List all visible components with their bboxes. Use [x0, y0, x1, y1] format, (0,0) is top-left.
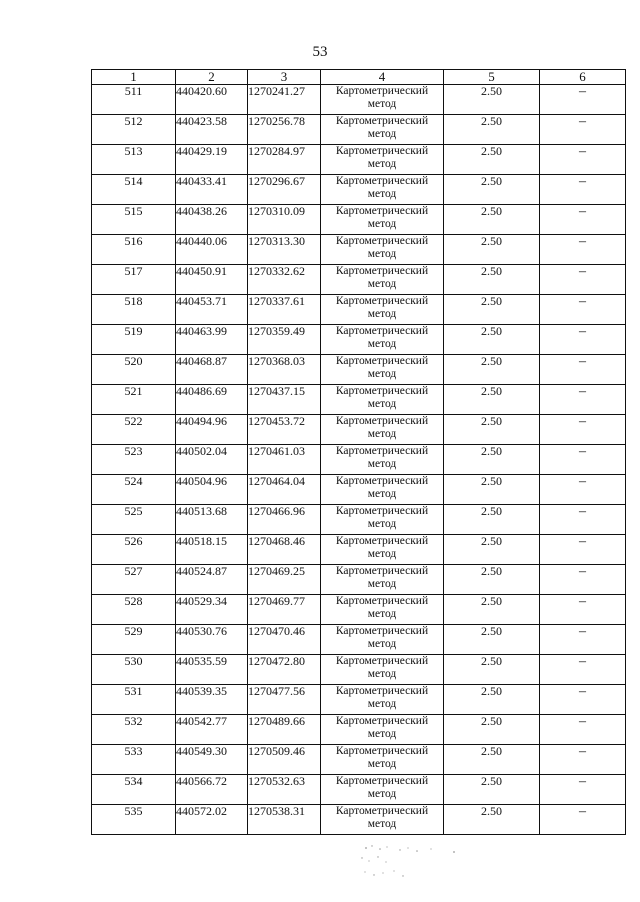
accuracy-cell: 2.50	[444, 355, 540, 385]
y-coordinate-cell: 1270453.72	[248, 415, 321, 445]
x-coordinate-cell: 440453.71	[176, 295, 248, 325]
method-cell	[321, 385, 444, 415]
y-coordinate-cell: 1270509.46	[248, 745, 321, 775]
method-line-1: Картометрический	[335, 145, 429, 157]
table-body	[92, 85, 626, 835]
method-cell	[321, 145, 444, 175]
table-row	[92, 715, 626, 745]
table-row	[92, 85, 626, 115]
table-row	[92, 235, 626, 265]
method-cell	[321, 595, 444, 625]
method-line-2: метод	[367, 188, 397, 200]
method-cell	[321, 535, 444, 565]
method-line-1: Картометрический	[335, 415, 429, 427]
method-line-1: Картометрический	[335, 715, 429, 727]
x-coordinate-cell: 440429.19	[176, 145, 248, 175]
table-row	[92, 625, 626, 655]
accuracy-cell: 2.50	[444, 745, 540, 775]
method-line-1: Картометрический	[335, 235, 429, 247]
note-cell: –	[540, 565, 626, 595]
header-col-4: 4	[321, 70, 444, 85]
method-line-2: метод	[367, 578, 397, 590]
table-row	[92, 565, 626, 595]
method-cell	[321, 685, 444, 715]
method-line-1: Картометрический	[335, 805, 429, 817]
point-number-cell: 522	[92, 415, 176, 445]
accuracy-cell: 2.50	[444, 295, 540, 325]
note-cell: –	[540, 265, 626, 295]
note-cell: –	[540, 385, 626, 415]
note-cell: –	[540, 175, 626, 205]
method-cell	[321, 325, 444, 355]
y-coordinate-cell: 1270359.49	[248, 325, 321, 355]
method-line-2: метод	[367, 338, 397, 350]
note-cell: –	[540, 505, 626, 535]
x-coordinate-cell: 440518.15	[176, 535, 248, 565]
table-row	[92, 685, 626, 715]
y-coordinate-cell: 1270461.03	[248, 445, 321, 475]
y-coordinate-cell: 1270332.62	[248, 265, 321, 295]
table-row	[92, 205, 626, 235]
method-line-2: метод	[367, 518, 397, 530]
x-coordinate-cell: 440486.69	[176, 385, 248, 415]
y-coordinate-cell: 1270538.31	[248, 805, 321, 835]
note-cell: –	[540, 535, 626, 565]
method-cell	[321, 655, 444, 685]
method-line-2: метод	[367, 488, 397, 500]
x-coordinate-cell: 440468.87	[176, 355, 248, 385]
method-line-2: метод	[367, 308, 397, 320]
method-line-2: метод	[367, 788, 397, 800]
x-coordinate-cell: 440529.34	[176, 595, 248, 625]
method-cell	[321, 355, 444, 385]
accuracy-cell: 2.50	[444, 625, 540, 655]
point-number-cell: 534	[92, 775, 176, 805]
x-coordinate-cell: 440572.02	[176, 805, 248, 835]
accuracy-cell: 2.50	[444, 205, 540, 235]
table-row	[92, 475, 626, 505]
method-line-2: метод	[367, 818, 397, 830]
x-coordinate-cell: 440524.87	[176, 565, 248, 595]
method-cell	[321, 505, 444, 535]
method-line-2: метод	[367, 158, 397, 170]
scan-noise	[356, 842, 466, 882]
table-row	[92, 295, 626, 325]
note-cell: –	[540, 685, 626, 715]
note-cell: –	[540, 475, 626, 505]
y-coordinate-cell: 1270472.80	[248, 655, 321, 685]
method-line-2: метод	[367, 278, 397, 290]
method-line-1: Картометрический	[335, 445, 429, 457]
point-number-cell: 511	[92, 85, 176, 115]
method-cell	[321, 715, 444, 745]
y-coordinate-cell: 1270337.61	[248, 295, 321, 325]
note-cell: –	[540, 805, 626, 835]
x-coordinate-cell: 440502.04	[176, 445, 248, 475]
accuracy-cell: 2.50	[444, 655, 540, 685]
method-line-1: Картометрический	[335, 505, 429, 517]
note-cell: –	[540, 205, 626, 235]
x-coordinate-cell: 440566.72	[176, 775, 248, 805]
method-line-2: метод	[367, 128, 397, 140]
point-number-cell: 519	[92, 325, 176, 355]
y-coordinate-cell: 1270469.77	[248, 595, 321, 625]
x-coordinate-cell: 440420.60	[176, 85, 248, 115]
x-coordinate-cell: 440542.77	[176, 715, 248, 745]
x-coordinate-cell: 440433.41	[176, 175, 248, 205]
point-number-cell: 516	[92, 235, 176, 265]
method-line-1: Картометрический	[335, 295, 429, 307]
point-number-cell: 521	[92, 385, 176, 415]
accuracy-cell: 2.50	[444, 475, 540, 505]
method-line-2: метод	[367, 638, 397, 650]
x-coordinate-cell: 440440.06	[176, 235, 248, 265]
accuracy-cell: 2.50	[444, 505, 540, 535]
table-row	[92, 655, 626, 685]
header-col-1: 1	[92, 70, 176, 85]
x-coordinate-cell: 440513.68	[176, 505, 248, 535]
accuracy-cell: 2.50	[444, 235, 540, 265]
table-row	[92, 745, 626, 775]
y-coordinate-cell: 1270466.96	[248, 505, 321, 535]
method-line-2: метод	[367, 758, 397, 770]
y-coordinate-cell: 1270284.97	[248, 145, 321, 175]
header-row	[92, 70, 626, 85]
method-cell	[321, 625, 444, 655]
method-line-1: Картометрический	[335, 625, 429, 637]
method-cell	[321, 805, 444, 835]
accuracy-cell: 2.50	[444, 175, 540, 205]
point-number-cell: 535	[92, 805, 176, 835]
y-coordinate-cell: 1270532.63	[248, 775, 321, 805]
header-col-2: 2	[176, 70, 248, 85]
method-line-1: Картометрический	[335, 265, 429, 277]
x-coordinate-cell: 440494.96	[176, 415, 248, 445]
table-row	[92, 115, 626, 145]
note-cell: –	[540, 325, 626, 355]
method-cell	[321, 115, 444, 145]
point-number-cell: 527	[92, 565, 176, 595]
x-coordinate-cell: 440549.30	[176, 745, 248, 775]
point-number-cell: 530	[92, 655, 176, 685]
y-coordinate-cell: 1270464.04	[248, 475, 321, 505]
method-line-2: метод	[367, 368, 397, 380]
method-line-2: метод	[367, 608, 397, 620]
note-cell: –	[540, 775, 626, 805]
y-coordinate-cell: 1270256.78	[248, 115, 321, 145]
method-line-2: метод	[367, 398, 397, 410]
x-coordinate-cell: 440438.26	[176, 205, 248, 235]
point-number-cell: 513	[92, 145, 176, 175]
header-col-5: 5	[444, 70, 540, 85]
method-line-1: Картометрический	[335, 385, 429, 397]
table-row	[92, 355, 626, 385]
y-coordinate-cell: 1270241.27	[248, 85, 321, 115]
point-number-cell: 528	[92, 595, 176, 625]
y-coordinate-cell: 1270296.67	[248, 175, 321, 205]
point-number-cell: 525	[92, 505, 176, 535]
table-header	[92, 70, 626, 85]
method-cell	[321, 265, 444, 295]
y-coordinate-cell: 1270469.25	[248, 565, 321, 595]
table-row	[92, 445, 626, 475]
table-row	[92, 535, 626, 565]
note-cell: –	[540, 715, 626, 745]
accuracy-cell: 2.50	[444, 265, 540, 295]
table-row	[92, 325, 626, 355]
accuracy-cell: 2.50	[444, 445, 540, 475]
method-line-2: метод	[367, 668, 397, 680]
accuracy-cell: 2.50	[444, 415, 540, 445]
method-cell	[321, 235, 444, 265]
method-cell	[321, 565, 444, 595]
method-line-1: Картометрический	[335, 475, 429, 487]
table-row	[92, 595, 626, 625]
x-coordinate-cell: 440539.35	[176, 685, 248, 715]
method-line-2: метод	[367, 98, 397, 110]
method-line-1: Картометрический	[335, 595, 429, 607]
method-cell	[321, 295, 444, 325]
method-cell	[321, 175, 444, 205]
method-cell	[321, 415, 444, 445]
note-cell: –	[540, 145, 626, 175]
point-number-cell: 531	[92, 685, 176, 715]
x-coordinate-cell: 440504.96	[176, 475, 248, 505]
point-number-cell: 520	[92, 355, 176, 385]
accuracy-cell: 2.50	[444, 685, 540, 715]
note-cell: –	[540, 445, 626, 475]
note-cell: –	[540, 625, 626, 655]
method-line-1: Картометрический	[335, 775, 429, 787]
table-row	[92, 505, 626, 535]
method-line-2: метод	[367, 698, 397, 710]
accuracy-cell: 2.50	[444, 775, 540, 805]
accuracy-cell: 2.50	[444, 385, 540, 415]
y-coordinate-cell: 1270437.15	[248, 385, 321, 415]
x-coordinate-cell: 440535.59	[176, 655, 248, 685]
y-coordinate-cell: 1270310.09	[248, 205, 321, 235]
page-number: 53	[312, 44, 328, 60]
accuracy-cell: 2.50	[444, 565, 540, 595]
method-line-1: Картометрический	[335, 175, 429, 187]
note-cell: –	[540, 295, 626, 325]
accuracy-cell: 2.50	[444, 805, 540, 835]
header-col-3: 3	[248, 70, 321, 85]
method-line-1: Картометрический	[335, 685, 429, 697]
method-line-1: Картометрический	[335, 115, 429, 127]
method-line-1: Картометрический	[335, 355, 429, 367]
note-cell: –	[540, 85, 626, 115]
method-line-1: Картометрический	[335, 205, 429, 217]
table-row	[92, 415, 626, 445]
note-cell: –	[540, 235, 626, 265]
method-cell	[321, 85, 444, 115]
method-line-2: метод	[367, 548, 397, 560]
coordinates-table	[91, 69, 626, 835]
note-cell: –	[540, 355, 626, 385]
accuracy-cell: 2.50	[444, 145, 540, 175]
point-number-cell: 529	[92, 625, 176, 655]
y-coordinate-cell: 1270489.66	[248, 715, 321, 745]
table-row	[92, 175, 626, 205]
accuracy-cell: 2.50	[444, 535, 540, 565]
point-number-cell: 512	[92, 115, 176, 145]
accuracy-cell: 2.50	[444, 115, 540, 145]
method-cell	[321, 475, 444, 505]
y-coordinate-cell: 1270468.46	[248, 535, 321, 565]
method-cell	[321, 205, 444, 235]
table-row	[92, 145, 626, 175]
point-number-cell: 517	[92, 265, 176, 295]
accuracy-cell: 2.50	[444, 85, 540, 115]
accuracy-cell: 2.50	[444, 595, 540, 625]
note-cell: –	[540, 745, 626, 775]
x-coordinate-cell: 440463.99	[176, 325, 248, 355]
method-line-2: метод	[367, 728, 397, 740]
method-cell	[321, 745, 444, 775]
table-row	[92, 265, 626, 295]
method-line-1: Картометрический	[335, 535, 429, 547]
method-line-1: Картометрический	[335, 85, 429, 97]
method-line-1: Картометрический	[335, 325, 429, 337]
point-number-cell: 526	[92, 535, 176, 565]
y-coordinate-cell: 1270470.46	[248, 625, 321, 655]
point-number-cell: 514	[92, 175, 176, 205]
note-cell: –	[540, 115, 626, 145]
method-line-1: Картометрический	[335, 565, 429, 577]
point-number-cell: 524	[92, 475, 176, 505]
method-line-2: метод	[367, 248, 397, 260]
note-cell: –	[540, 655, 626, 685]
point-number-cell: 518	[92, 295, 176, 325]
method-line-1: Картометрический	[335, 655, 429, 667]
table-row	[92, 385, 626, 415]
point-number-cell: 533	[92, 745, 176, 775]
header-col-6: 6	[540, 70, 626, 85]
accuracy-cell: 2.50	[444, 715, 540, 745]
point-number-cell: 532	[92, 715, 176, 745]
x-coordinate-cell: 440530.76	[176, 625, 248, 655]
point-number-cell: 515	[92, 205, 176, 235]
y-coordinate-cell: 1270477.56	[248, 685, 321, 715]
point-number-cell: 523	[92, 445, 176, 475]
y-coordinate-cell: 1270368.03	[248, 355, 321, 385]
method-cell	[321, 445, 444, 475]
y-coordinate-cell: 1270313.30	[248, 235, 321, 265]
method-line-2: метод	[367, 428, 397, 440]
note-cell: –	[540, 595, 626, 625]
method-line-1: Картометрический	[335, 745, 429, 757]
note-cell: –	[540, 415, 626, 445]
x-coordinate-cell: 440423.58	[176, 115, 248, 145]
accuracy-cell: 2.50	[444, 325, 540, 355]
method-cell	[321, 775, 444, 805]
method-line-2: метод	[367, 458, 397, 470]
method-line-2: метод	[367, 218, 397, 230]
table-row	[92, 775, 626, 805]
table-row	[92, 805, 626, 835]
x-coordinate-cell: 440450.91	[176, 265, 248, 295]
